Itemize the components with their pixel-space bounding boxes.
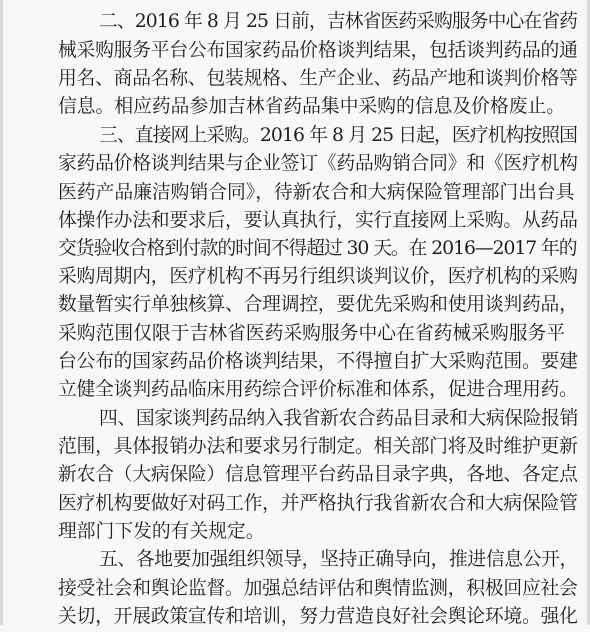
paragraph-4-line-2: 范围，具体报销办法和要求另行制定。相关部门将及时维护更新 <box>58 436 578 457</box>
paragraph-3-line-6: 采购周期内，医疗机构不再另行组织谈判议价，医疗机构的采购 <box>58 266 578 287</box>
paragraph-3-line-3: 医药产品廉洁购销合同》，待新农合和大病保险管理部门出台具 <box>58 182 575 203</box>
paragraph-2-line-1: 二、2016 年 8 月 25 日前，吉林省医药采购服务中心在省药 <box>99 11 578 32</box>
paragraph-4-line-3: 新农合（大病保险）信息管理平台药品目录字典，各地、各定点 <box>58 464 578 485</box>
paragraph-4-line-1: 四、国家谈判药品纳入我省新农合药品目录和大病保险报销 <box>99 408 578 429</box>
paragraph-3-line-5: 交货验收合格到付款的时间不得超过 30 天。在 2016—2017 年的 <box>58 238 577 259</box>
paragraph-5-line-2: 接受社会和舆论监督。加强总结评估和舆情监测，积极回应社会 <box>58 578 578 599</box>
paragraph-5-line-1: 五、各地要加强组织领导，坚持正确导向，推进信息公开， <box>99 549 578 570</box>
page-left-edge <box>0 0 3 625</box>
paragraph-3-line-1: 三、直接网上采购。2016 年 8 月 25 日起，医疗机构按照国 <box>99 125 578 146</box>
paragraph-3-line-10: 立健全谈判药品临床用药综合评价标准和体系，促进合理用药。 <box>58 379 578 400</box>
paragraph-2-line-4: 信息。相应药品参加吉林省药品集中采购的信息及价格废止。 <box>58 96 566 117</box>
paragraph-4-line-5: 理部门下发的有关规定。 <box>58 521 265 542</box>
paragraph-3-line-7: 数量暂实行单独核算、合理调控，要优先采购和使用谈判药品， <box>58 294 578 315</box>
paragraph-3-line-8: 采购范围仅限于吉林省医药采购服务中心在省药械采购服务平 <box>58 323 566 344</box>
paragraph-3-line-4: 体操作办法和要求后，要认真执行，实行直接网上采购。从药品 <box>58 210 578 231</box>
paragraph-3-line-9: 台公布的国家药品价格谈判结果，不得擅自扩大采购范围。要建 <box>58 351 578 372</box>
paragraph-5-line-3: 关切，开展政策宣传和培训，努力营造良好社会舆论环境。强化 <box>58 606 578 627</box>
paragraph-2-line-2: 械采购服务平台公布国家药品价格谈判结果，包括谈判药品的通 <box>58 40 578 61</box>
paragraph-2-line-3: 用名、商品名称、包装规格、生产企业、药品产地和谈判价格等 <box>58 68 578 89</box>
paragraph-3-line-2: 家药品价格谈判结果与企业签订《药品购销合同》和《医疗机构 <box>58 153 578 174</box>
paragraph-4-line-4: 医疗机构要做好对码工作，并严格执行我省新农合和大病保险管 <box>58 493 578 514</box>
